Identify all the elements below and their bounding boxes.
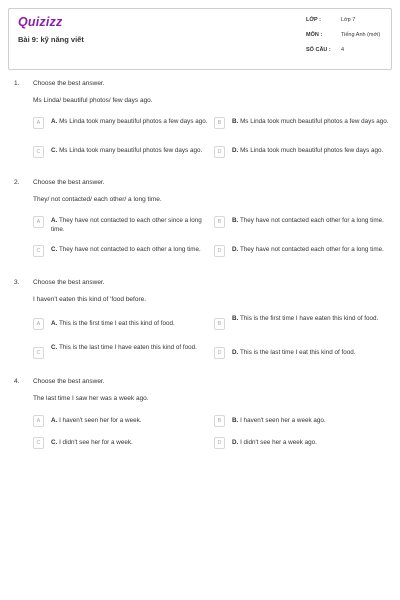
option-letter-box[interactable]: B [214, 216, 225, 228]
quizizz-logo: Quizizz [18, 15, 63, 29]
option-text: A. This is the first time I eat this kind of food. [51, 320, 175, 327]
option-text: D. They have not contacted each other for a long time. [232, 246, 384, 253]
meta-label: LỚP : [306, 17, 321, 23]
meta-label: MÔN : [306, 32, 323, 38]
meta-value: Tiếng Anh (mới) [341, 32, 381, 38]
lesson-title: Bài 9: kỹ năng viết [18, 35, 84, 44]
option-text: C. I didn't see her for a week. [51, 439, 133, 446]
option-letter-box[interactable]: C [33, 347, 44, 359]
question-instruction: Choose the best answer. [33, 279, 105, 286]
question-prompt: They/ not contacted/ each other/ a long time. [33, 196, 162, 203]
question-instruction: Choose the best answer. [33, 179, 105, 186]
question-instruction: Choose the best answer. [33, 80, 105, 87]
question-prompt: I haven't eaten this kind of 'food before. [33, 296, 147, 303]
option-letter-box[interactable]: C [33, 146, 44, 158]
option-text: C. Ms Linda took many beautiful photos few days ago. [51, 147, 203, 154]
worksheet-header [8, 8, 392, 70]
option-letter-box[interactable]: B [214, 415, 225, 427]
option-letter-box[interactable]: D [214, 347, 225, 359]
option-text: D. Ms Linda took much beautiful photos few days ago. [232, 147, 384, 154]
option-text: C. This is the last time I have eaten this kind of food. [51, 344, 197, 351]
meta-label: SỐ CÂU : [306, 47, 331, 53]
option-letter-box[interactable]: A [33, 216, 44, 228]
question-number: 2. [14, 179, 20, 186]
meta-value: Lớp 7 [341, 17, 356, 23]
option-letter-box[interactable]: A [33, 415, 44, 427]
option-text: B. Ms Linda took much beautiful photos a few days ago. [232, 118, 389, 125]
option-letter-box[interactable]: D [214, 437, 225, 449]
question-number: 1. [14, 80, 20, 87]
meta-value: 4 [341, 47, 345, 53]
option-letter-box[interactable]: A [33, 117, 44, 129]
option-text: C. They have not contacted to each other a long time. [51, 246, 201, 253]
option-text: D. I didn't see her a week ago. [232, 439, 317, 446]
option-letter-box[interactable]: B [214, 318, 225, 330]
question-prompt: Ms Linda/ beautiful photos/ few days ago. [33, 97, 153, 104]
question-prompt: The last time I saw her was a week ago. [33, 395, 149, 402]
question-number: 4. [14, 378, 20, 385]
option-text: D. This is the last time I eat this kind of food. [232, 349, 356, 356]
option-letter-box[interactable]: A [33, 318, 44, 330]
option-letter-box[interactable]: B [214, 117, 225, 129]
option-text: B. They have not contacted each other for a long time. [232, 217, 384, 224]
option-text: A. Ms Linda took many beautiful photos a few days ago. [51, 118, 208, 125]
option-letter-box[interactable]: C [33, 437, 44, 449]
question-number: 3. [14, 279, 20, 286]
option-text: A. They have not contacted to each other since a long time. [51, 217, 202, 233]
option-text: A. I haven't seen her for a week. [51, 417, 142, 424]
option-letter-box[interactable]: D [214, 146, 225, 158]
option-text: B. I haven't seen her a week ago. [232, 417, 326, 424]
option-letter-box[interactable]: C [33, 245, 44, 257]
option-text: B. This is the first time I have eaten this kind of food. [232, 315, 379, 322]
option-letter-box[interactable]: D [214, 245, 225, 257]
question-instruction: Choose the best answer. [33, 378, 105, 385]
